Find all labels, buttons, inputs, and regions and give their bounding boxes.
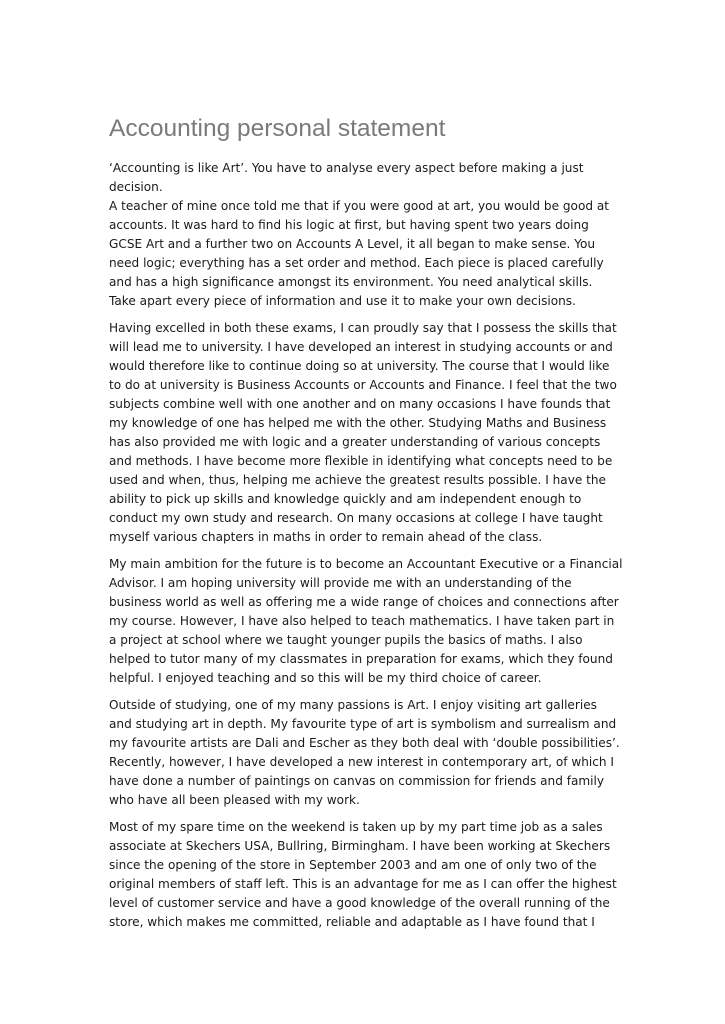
document-title: Accounting personal statement (109, 115, 446, 142)
paragraph (109, 696, 629, 810)
text-line: accounts. It was hard to find his logic at first, but having spent two years doing (109, 218, 589, 232)
text-line: used and when, thus, helping me achieve the greatest results possible. I have the (109, 473, 606, 487)
text-line: Outside of studying, one of my many passions is Art. I enjoy visiting art galleries (109, 698, 597, 712)
text-line: associate at Skechers USA, Bullring, Birmingham. I have been working at Skechers (109, 839, 611, 853)
text-line: A teacher of mine once told me that if you were good at art, you would be good at (109, 199, 610, 213)
text-line: business world as well as offering me a wide range of choices and connections after (109, 595, 619, 609)
text-line: helped to tutor many of my classmates in preparation for exams, which they found (109, 652, 613, 666)
text-line: level of customer service and have a good knowledge of the overall running of the (109, 896, 610, 910)
text-line: who have all been pleased with my work. (109, 793, 360, 807)
text-line: would therefore like to continue doing so at university. The course that I would like (109, 359, 610, 373)
paragraph (109, 159, 629, 311)
paragraph (109, 555, 629, 688)
text-line: will lead me to university. I have developed an interest in studying accounts or and (109, 340, 613, 354)
text-line: my knowledge of one has helped me with the other. Studying Maths and Business (109, 416, 607, 430)
text-line: GCSE Art and a further two on Accounts A Level, it all began to make sense. You (109, 237, 596, 251)
paragraph (109, 818, 629, 932)
text-line: my course. However, I have also helped to teach mathematics. I have taken part in (109, 614, 615, 628)
text-line: ability to pick up skills and knowledge quickly and am independent enough to (109, 492, 582, 506)
text-line: Advisor. I am hoping university will provide me with an understanding of the (109, 576, 572, 590)
text-line: a project at school where we taught younger pupils the basics of maths. I also (109, 633, 583, 647)
text-line: ‘Accounting is like Art’. You have to analyse every aspect before making a just (109, 161, 584, 175)
text-line: has also provided me with logic and a greater understanding of various concepts (109, 435, 601, 449)
text-line: store, which makes me committed, reliable and adaptable as I have found that I (109, 915, 595, 929)
paragraph (109, 319, 629, 547)
text-line: Take apart every piece of information and use it to make your own decisions. (109, 294, 576, 308)
text-line: since the opening of the store in September 2003 and am one of only two of the (109, 858, 597, 872)
text-line: to do at university is Business Accounts or Accounts and Finance. I feel that the two (109, 378, 617, 392)
document-body (109, 159, 629, 940)
text-line: need logic; everything has a set order and method. Each piece is placed carefully (109, 256, 604, 270)
text-line: subjects combine well with one another and on many occasions I have founds that (109, 397, 611, 411)
text-line: Recently, however, I have developed a new interest in contemporary art, of which I (109, 755, 614, 769)
text-line: myself various chapters in maths in order to remain ahead of the class. (109, 530, 543, 544)
text-line: Having excelled in both these exams, I can proudly say that I possess the skills that (109, 321, 617, 335)
text-line: original members of staff left. This is an advantage for me as I can offer the highest (109, 877, 617, 891)
text-line: my favourite artists are Dali and Escher as they both deal with ‘double possibilities’. (109, 736, 620, 750)
text-line: Most of my spare time on the weekend is taken up by my part time job as a sales (109, 820, 603, 834)
text-line: decision. (109, 180, 163, 194)
text-line: and has a high significance amongst its environment. You need analytical skills. (109, 275, 593, 289)
text-line: and methods. I have become more flexible in identifying what concepts need to be (109, 454, 613, 468)
text-line: conduct my own study and research. On many occasions at college I have taught (109, 511, 603, 525)
text-line: My main ambition for the future is to become an Accountant Executive or a Financial (109, 557, 623, 571)
text-line: and studying art in depth. My favourite type of art is symbolism and surrealism and (109, 717, 617, 731)
text-line: have done a number of paintings on canvas on commission for friends and family (109, 774, 605, 788)
text-line: helpful. I enjoyed teaching and so this will be my third choice of career. (109, 671, 542, 685)
